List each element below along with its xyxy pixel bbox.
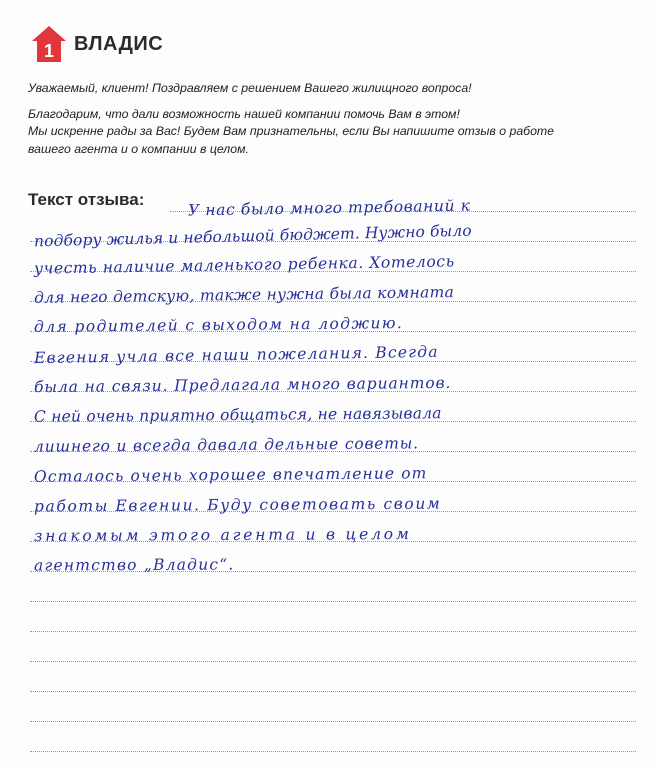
intro-text — [28, 80, 638, 158]
handwritten-line: для него детскую, также нужна была комната — [33, 283, 455, 307]
ruled-line — [30, 691, 636, 692]
ruled-line — [30, 721, 636, 722]
handwritten-line: Евгения учла все наши пожелания. Всегда — [33, 342, 439, 368]
handwritten-line: лишнего и всегда давала дельные советы. — [33, 434, 419, 456]
house-icon — [30, 24, 68, 64]
handwritten-line: работы Евгении. Буду советовать своим — [33, 494, 442, 516]
intro-line-request: Мы искренне рады за Вас! Будем Вам признательны, если Вы напишите отзыв о работе — [28, 124, 555, 138]
company-logo — [30, 24, 163, 64]
ruled-line — [30, 661, 636, 662]
intro-line-greeting: Уважаемый, клиент! Поздравляем с решением Вашего жилищного вопроса! — [28, 81, 472, 95]
handwritten-line: У нас было много требований к — [187, 196, 471, 220]
handwritten-line: для родителей с выходом на лоджию. — [33, 314, 404, 336]
handwritten-line: С ней очень приятно общаться, не навязывала — [33, 404, 442, 426]
handwritten-line: агентство „Владис“. — [33, 555, 235, 575]
handwritten-line: была на связи. Предлагала много вариантов. — [33, 373, 452, 397]
handwritten-line: знакомым этого агента и в целом — [33, 525, 412, 545]
ruled-line — [30, 751, 636, 752]
review-heading: Текст отзыва: — [28, 190, 145, 209]
logo-number: 1 — [43, 41, 55, 61]
intro-line-thanks: Благодарим, что дали возможность нашей компании помочь Вам в этом! — [28, 106, 460, 121]
handwritten-line: учесть наличие маленького ребенка. Хотелось — [33, 252, 455, 278]
logo-text: ВЛАДИС — [74, 32, 164, 55]
ruled-line — [30, 601, 636, 602]
ruled-line — [30, 631, 636, 632]
handwritten-line: подбору жилья и небольшой бюджет. Нужно было — [33, 221, 472, 251]
intro-line-request-cont: вашего агента и о компании в целом. — [28, 141, 249, 156]
handwritten-line: Осталось очень хорошее впечатление от — [33, 464, 428, 486]
